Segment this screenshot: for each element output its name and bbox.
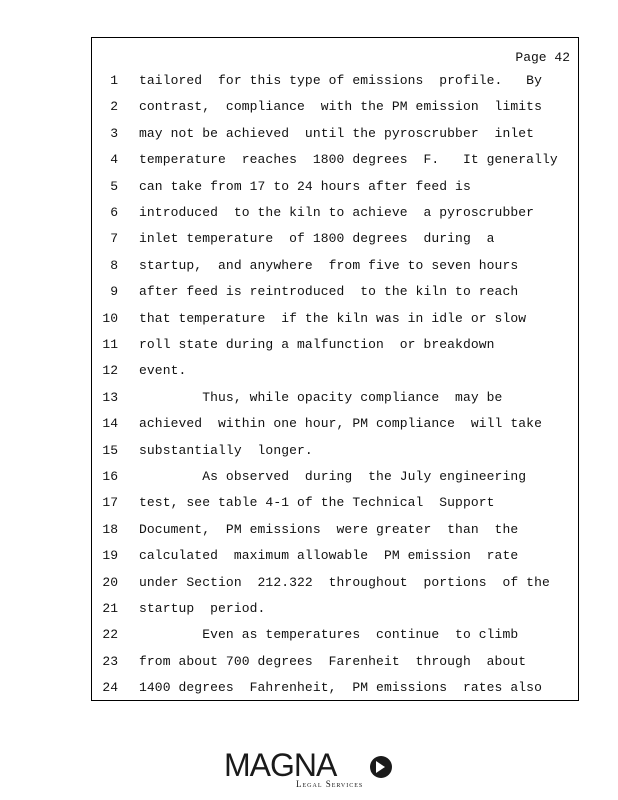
transcript-line — [92, 469, 578, 495]
line-text: Thus, while opacity compliance may be — [139, 389, 503, 405]
transcript-line — [92, 284, 578, 310]
transcript-line — [92, 258, 578, 284]
transcript-line — [92, 601, 578, 627]
line-text: inlet temperature of 1800 degrees during a — [139, 231, 495, 247]
transcript-line — [92, 390, 578, 416]
line-number: 20 — [102, 574, 118, 590]
transcript-line — [92, 680, 578, 706]
line-text: may not be achieved until the pyroscrubber inlet — [139, 125, 535, 141]
magna-logo — [224, 748, 394, 792]
line-text: roll state during a malfunction or breakdown — [139, 337, 495, 352]
line-number: 5 — [110, 178, 118, 194]
transcript-line — [92, 99, 578, 125]
transcript-line — [92, 231, 578, 257]
line-number: 3 — [110, 125, 118, 141]
line-number: 22 — [102, 627, 118, 643]
transcript-line — [92, 179, 578, 205]
line-text: 1400 degrees Fahrenheit, PM emissions rates also — [139, 680, 542, 696]
transcript-line — [92, 548, 578, 574]
line-text: after feed is reintroduced to the kiln to reach — [139, 284, 519, 300]
logo-subtitle: Legal Services — [296, 779, 364, 789]
line-number: 9 — [110, 284, 118, 300]
line-number: 8 — [110, 257, 118, 273]
line-text: can take from 17 to 24 hours after feed is — [139, 178, 471, 194]
transcript-line — [92, 522, 578, 548]
line-text: startup period. — [139, 601, 266, 616]
line-number: 10 — [102, 310, 118, 326]
line-text: Even as temperatures continue to climb — [139, 627, 519, 643]
line-text: Document, PM emissions were greater than the — [139, 521, 519, 537]
line-number: 1 — [110, 73, 118, 88]
line-text: under Section 212.322 throughout portions of the — [139, 574, 550, 590]
line-number: 15 — [102, 442, 118, 458]
transcript-line — [92, 126, 578, 152]
line-number: 19 — [102, 548, 118, 564]
logo-wordmark: MAGNA — [224, 747, 337, 783]
line-number: 16 — [102, 469, 118, 484]
line-text: substantially longer. — [139, 442, 313, 458]
line-text: tailored for this type of emissions profile. By — [139, 73, 542, 88]
transcript-line — [92, 337, 578, 363]
line-number: 23 — [102, 653, 118, 669]
line-text: temperature reaches 1800 degrees F. It generally — [139, 152, 558, 168]
line-number: 18 — [102, 521, 118, 537]
transcript-line — [92, 654, 578, 680]
line-number: 13 — [102, 389, 118, 405]
transcript-line — [92, 363, 578, 389]
transcript-line — [92, 73, 578, 99]
transcript-line — [92, 205, 578, 231]
arrow-icon — [370, 756, 392, 778]
line-number: 7 — [110, 231, 118, 247]
line-text: calculated maximum allowable PM emission rate — [139, 548, 519, 564]
transcript-line — [92, 311, 578, 337]
page-number: Page 42 — [515, 50, 570, 65]
line-text: that temperature if the kiln was in idle or slow — [139, 310, 527, 326]
line-text: test, see table 4-1 of the Technical Support — [139, 495, 495, 511]
line-number: 4 — [110, 152, 118, 168]
line-text: from about 700 degrees Farenheit through about — [139, 653, 527, 669]
line-number: 12 — [102, 363, 118, 379]
transcript-line — [92, 627, 578, 653]
line-text: event. — [139, 363, 187, 379]
line-number: 6 — [110, 205, 118, 220]
transcript-line — [92, 443, 578, 469]
line-number: 14 — [102, 416, 118, 432]
line-text: introduced to the kiln to achieve a pyroscrubber — [139, 205, 535, 220]
line-text: startup, and anywhere from five to seven hours — [139, 257, 519, 273]
line-text: contrast, compliance with the PM emission limits — [139, 99, 542, 115]
line-number: 21 — [102, 601, 118, 616]
line-text: achieved within one hour, PM compliance will take — [139, 416, 542, 432]
transcript-line — [92, 416, 578, 442]
line-number: 2 — [110, 99, 118, 115]
line-number: 11 — [102, 337, 118, 352]
line-number: 24 — [102, 680, 118, 696]
line-number: 17 — [102, 495, 118, 511]
line-text: As observed during the July engineering — [139, 469, 527, 484]
transcript-line — [92, 575, 578, 601]
transcript-page — [91, 37, 579, 701]
transcript-line — [92, 495, 578, 521]
transcript-line — [92, 152, 578, 178]
